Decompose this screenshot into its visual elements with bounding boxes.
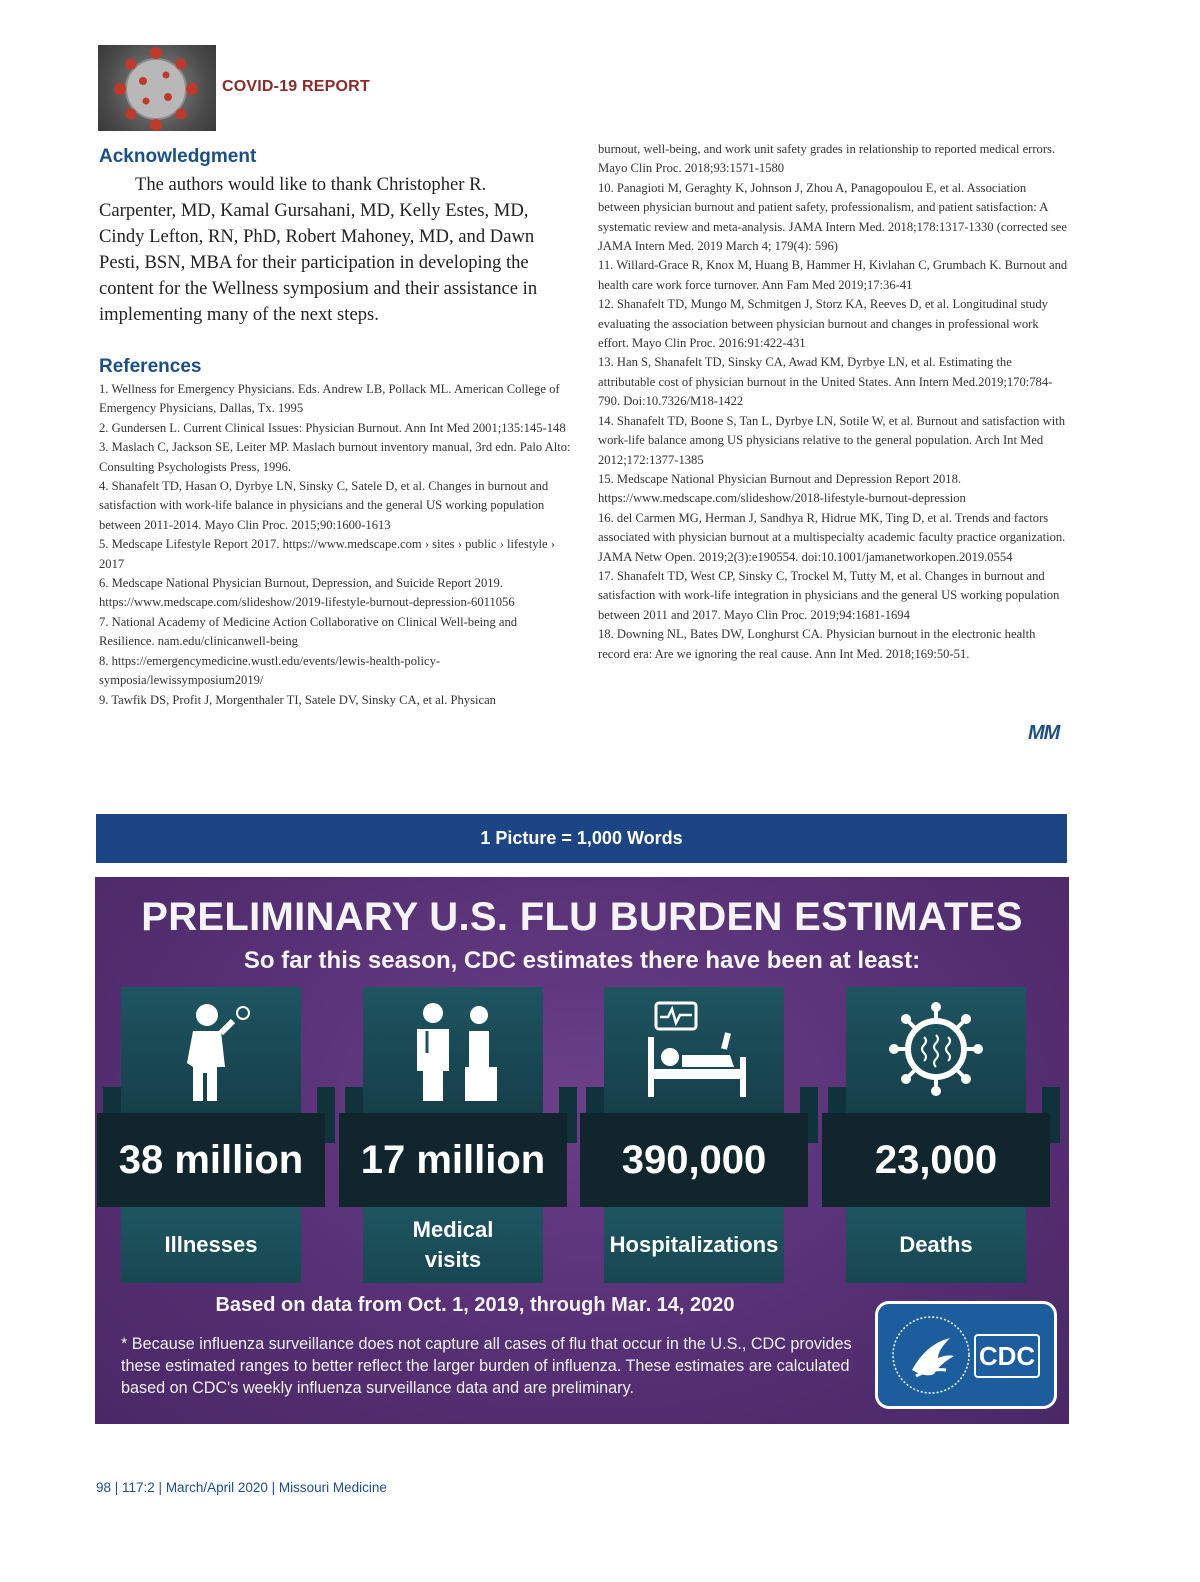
stat-value: 38 million — [97, 1113, 325, 1207]
reference-item: 2. Gundersen L. Current Clinical Issues: Physician Burnout. Ann Int Med 2001;135:145-148 — [99, 420, 566, 435]
reference-item: 12. Shanafelt TD, Mungo M, Schmitgen J, Storz KA, Reeves D, et al. Longitudinal study evaluating the association between physician burnout and changes in professional work effort. Mayo Clin Proc. 2016:91:422-431 — [598, 297, 1048, 351]
references-left-column — [99, 380, 573, 710]
infographic-title: PRELIMINARY U.S. FLU BURDEN ESTIMATES — [141, 895, 1023, 939]
references-heading: References — [99, 356, 202, 377]
end-mark: MM — [1028, 722, 1060, 744]
reference-item: 11. Willard-Grace R, Knox M, Huang B, Hammer H, Kivlahan C, Grumbach K. Burnout and health care work force turnover. Ann Fam Med 2019;17:36-41 — [598, 258, 1068, 292]
cdc-logo-text: CDC — [974, 1334, 1040, 1378]
stat-label: Illnesses — [121, 1207, 301, 1283]
stat-label: Hospitalizations — [604, 1207, 784, 1283]
flu-burden-infographic — [95, 877, 1069, 1424]
infographic-subtitle: So far this season, CDC estimates there have been at least: — [243, 947, 921, 974]
reference-item: burnout, well-being, and work unit safety grades in relationship to reported medical errors. Mayo Clin Proc. 2018;93:1571-1580 — [598, 142, 1056, 176]
report-label: COVID-19 REPORT — [222, 78, 370, 95]
stat-value: 17 million — [339, 1113, 567, 1207]
reference-item: 15. Medscape National Physician Burnout and Depression Report 2018. https://www.medscape.com/slideshow/2018-lifestyle-burnout-depression — [598, 471, 966, 506]
reference-item: 9. Tawfik DS, Profit J, Morgenthaler TI, Satele DV, Sinsky CA, et al. Physican — [99, 692, 496, 707]
reference-item: 17. Shanafelt TD, West CP, Sinsky C, Trockel M, Tutty M, et al. Changes in burnout and satisfaction with work-life integration in physicians and the general US working population between 2011 and 2017. Mayo Clin Proc. 2019;94:1681-1694 — [598, 568, 1060, 622]
reference-item: 10. Panagioti M, Geraghty K, Johnson J, Zhou A, Panagopoulou E, et al. Association between physician burnout and patient safety, professionalism, and patient satisfaction: A systematic review and meta-analysis. JAMA Intern Med. 2018;178:1317-1330 (corrected see JAMA Intern Med. 2019 March 4; 179(4): 596) — [598, 180, 1067, 254]
stat-label: Deaths — [846, 1207, 1026, 1283]
reference-item: 16. del Carmen MG, Herman J, Sandhya R, Hidrue MK, Ting D, et al. Trends and factors associated with physician burnout at a multispecialty academic faculty practice organization. JAMA Netw Open. 2019;2(3):e190554. doi:10.1001/jamanetworkopen.2019.0554 — [598, 510, 1066, 564]
reference-item: 6. Medscape National Physician Burnout, Depression, and Suicide Report 2019. https://www.medscape.com/slideshow/2019-lifestyle-burnout-depression-6011056 — [99, 576, 515, 610]
hospital-bed-icon — [644, 997, 748, 1107]
reference-item: 4. Shanafelt TD, Hasan O, Dyrbye LN, Sinsky C, Satele D, et al. Changes in burnout and satisfaction with work-life balance in physicians and the general US working population between 2011-2014. Mayo Clin Proc. 2015;90:1600-1613 — [99, 479, 549, 532]
infographic-footnote: * Because influenza surveillance does not capture all cases of flu that occur in the U.S., CDC provides these estimated ranges to better reflect the larger burden of influenza. These estimates are calculated based on CDC's weekly influenza surveillance data and are preliminary. — [121, 1335, 852, 1397]
cdc-logo — [875, 1301, 1057, 1409]
stat-card-hospitalizations — [588, 987, 800, 1283]
acknowledgment-body: The authors would like to thank Christopher R. Carpenter, MD, Kamal Gursahani, MD, Kelly Estes, MD, Cindy Lefton, RN, PhD, Robert Mahoney, MD, and Dawn Pesti, BSN, MBA for their participation in developing the content for the Wellness symposium and their assistance in implementing many of the next steps. — [99, 174, 538, 325]
references-right-column — [598, 140, 1070, 664]
reference-item: 7. National Academy of Medicine Action Collaborative on Clinical Well-being and Resilience. nam.edu/clinicanwell-being — [99, 614, 518, 649]
reference-item: 3. Maslach C, Jackson SE, Leiter MP. Maslach burnout inventory manual, 3rd edn. Palo Alto: Consulting Psychologists Press, 1996. — [99, 440, 571, 474]
virus-icon — [886, 997, 986, 1107]
doctor-patient-icon — [403, 997, 503, 1107]
stat-value: 390,000 — [580, 1113, 808, 1207]
stat-label: Medical visits — [363, 1207, 543, 1283]
stat-value: 23,000 — [822, 1113, 1050, 1207]
picture-banner: 1 Picture = 1,000 Words — [96, 814, 1067, 863]
sick-person-icon — [161, 997, 261, 1107]
stat-card-illnesses — [105, 987, 317, 1283]
stat-card-deaths — [830, 987, 1042, 1283]
coronavirus-image — [98, 45, 216, 131]
reference-item: 14. Shanafelt TD, Boone S, Tan L, Dyrbye LN, Sotile W, et al. Burnout and satisfaction with work-life balance among US physicians relative to the general population. Arch Int Med 2012;172:1377-1385 — [598, 413, 1066, 467]
reference-item: 8. https://emergencymedicine.wustl.edu/events/lewis-health-policy-symposia/lewissymposium2019/ — [99, 653, 441, 688]
coronavirus-icon — [98, 45, 216, 131]
hhs-eagle-icon — [886, 1310, 976, 1400]
acknowledgment-heading: Acknowledgment — [99, 146, 257, 167]
reference-item: 13. Han S, Shanafelt TD, Sinsky CA, Awad KM, Dyrbye LN, et al. Estimating the attributable cost of physician burnout in the United States. Ann Intern Med.2019;170:784-790. Doi:10.7326/M18-1422 — [598, 355, 1053, 409]
reference-item: 5. Medscape Lifestyle Report 2017. https://www.medscape.com › sites › public › lifestyle › 2017 — [99, 537, 555, 571]
reference-item: 1. Wellness for Emergency Physicians. Eds. Andrew LB, Pollack ML. American College of Emergency Physicians, Dallas, Tx. 1995 — [99, 382, 560, 416]
data-range-note: Based on data from Oct. 1, 2019, through Mar. 14, 2020 — [215, 1294, 735, 1316]
stat-card-medical-visits — [347, 987, 559, 1283]
page-footer: 98 | 117:2 | March/April 2020 | Missouri Medicine — [96, 1480, 387, 1495]
reference-item: 18. Downing NL, Bates DW, Longhurst CA. Physician burnout in the electronic health record era: Are we ignoring the real cause. Ann Int Med. 2018;169:50-51. — [598, 627, 1036, 661]
